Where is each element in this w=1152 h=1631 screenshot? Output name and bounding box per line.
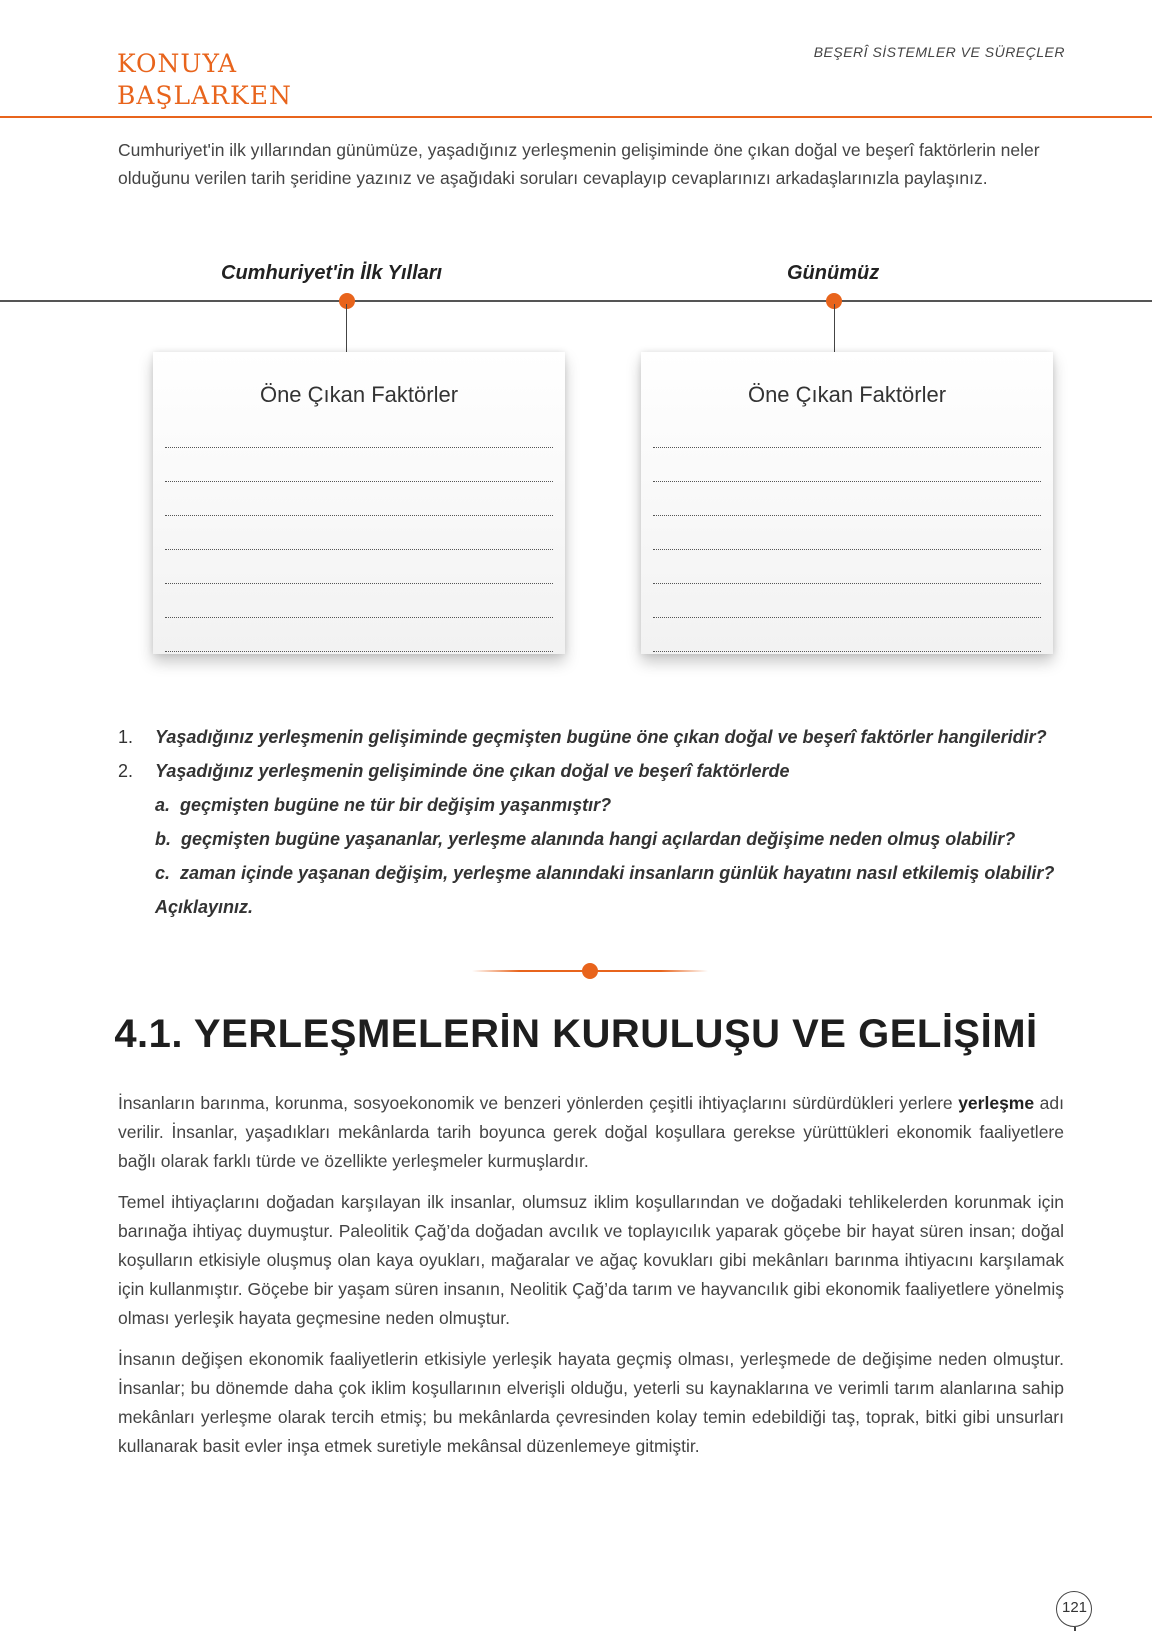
factors-card-right-title: Öne Çıkan Faktörler [747,382,947,407]
timeline-line [0,300,1152,302]
sub-question-b [118,822,1078,856]
page-number-stem [1074,1627,1076,1631]
answer-line[interactable] [653,587,1041,618]
answer-line[interactable] [165,451,553,482]
answer-line[interactable] [165,553,553,584]
paragraph-1 [118,1089,1064,1176]
kicker-line-1: KONUYA [117,49,238,78]
timeline-label-right: Günümüz [787,262,880,284]
question-1 [118,720,1078,754]
factors-card-left [153,352,565,654]
sub-letter: a. [155,795,171,815]
answer-line[interactable] [165,417,553,448]
section-label: BEŞERÎ SİSTEMLER VE SÜREÇLER [813,44,1065,60]
question-number: 1. [118,727,134,747]
sub-question-a [118,788,1078,822]
timeline-stem-left [346,304,347,352]
header-rule [0,116,1152,118]
answer-line[interactable] [165,621,553,652]
paragraph-2: Temel ihtiyaçlarını doğadan karşılayan ilk insanlar, olumsuz iklim koşullarından ve doğadaki tehlikelerden korunmak için barınağa ihtiyaç duymuştur. Paleolitik Çağ’da doğadan avcılık ve toplayıcılık yaparak göçebe bir hayat süren insan; doğal koşulların etkisiyle oluşmuş olan kaya oyukları, mağaralar ve ağaç kovukları gibi mekânları barınma ihtiyacını karşılamak için kullanmıştır. Göçebe bir yaşam süren insanın, Neolitik Çağ’da tarım ve hayvancılık gibi ekonomik faaliyetlere yönelmiş olması yerleşik hayata geçmesine neden olmuştur. [118,1192,1064,1328]
answer-line[interactable] [653,451,1041,482]
paragraph-1-end: adı verilir. İnsanlar, yaşadıkları mekânlarda tarih boyunca gerek doğal koşullara gerekse yürüttükleri ekonomik faaliyetlere bağlı olarak farklı türde ve özellikte yerleşmeler kurmuşlardır. [118,1093,1064,1171]
factors-card-right [641,352,1053,654]
question-2 [118,754,1078,788]
sub-text: geçmişten bugüne yaşananlar, yerleşme alanında hangi açılardan değişime neden olmuş olabilir? [181,829,1016,849]
page-number-badge [1056,1591,1094,1629]
question-text: Yaşadığınız yerleşmenin gelişiminde geçmişten bugüne öne çıkan doğal ve beşerî faktörler hangileridir? [155,727,1047,747]
section-heading: 4.1. YERLEŞMELERİN KURULUŞU VE GELİŞİMİ [114,1012,1038,1056]
timeline-stem-right [834,304,835,352]
page-number: 121 [1061,1599,1088,1616]
answer-line[interactable] [165,485,553,516]
answer-line[interactable] [653,485,1041,516]
answer-line[interactable] [653,417,1041,448]
question-list [118,720,1078,924]
kicker-line-2: BAŞLARKEN [117,81,292,110]
answer-line[interactable] [165,519,553,550]
answer-lines-right [653,417,1041,655]
answer-line[interactable] [653,553,1041,584]
paragraph-1-start: İnsanların barınma, korunma, sosyoekonomik ve benzeri yönlerden çeşitli ihtiyaçlarını sürdürdükleri yerlere [118,1093,959,1113]
factors-card-left-title: Öne Çıkan Faktörler [259,382,459,407]
question-text: Yaşadığınız yerleşmenin gelişiminde öne çıkan doğal ve beşerî faktörlerde [155,761,790,781]
sub-letter: b. [155,829,171,849]
timeline-dot-left [339,293,355,309]
question-closing: Açıklayınız. [155,897,254,917]
timeline-label-left: Cumhuriyet'in İlk Yılları [221,262,443,284]
answer-line[interactable] [653,519,1041,550]
question-number: 2. [118,761,134,781]
konuya-baslarken-title [117,48,292,112]
sub-text: geçmişten bugüne ne tür bir değişim yaşanmıştır? [180,795,612,815]
answer-line[interactable] [653,621,1041,652]
divider-dot [582,963,598,979]
sub-text: zaman içinde yaşanan değişim, yerleşme alanındaki insanların günlük hayatını nasıl etkilemiş olabilir? [180,863,1055,883]
paragraph-3: İnsanın değişen ekonomik faaliyetlerin etkisiyle yerleşik hayata geçmiş olması, yerleşmede de değişime neden olmuştur. İnsanlar; bu dönemde daha çok iklim koşullarının elverişli olduğu, yeterli su kaynaklarına ve verimli tarım alanlarına sahip mekânları yerleşme olarak tercih etmiş; bu mekânlarda çevresinden kolay temin edebildiği taş, toprak, bitki gibi unsurları kullanarak basit evler inşa etmek suretiyle mekânsal düzenlemeye gitmiştir. [118,1349,1064,1456]
term-yerlesme: yerleşme [958,1093,1035,1113]
sub-letter: c. [155,863,171,883]
sub-question-c [118,856,1078,890]
intro-text: Cumhuriyet'in ilk yıllarından günümüze, yaşadığınız yerleşmenin gelişiminde öne çıkan doğal ve beşerî faktörlerin neler olduğunu verilen tarih şeridine yazınız ve aşağıdaki soruları cevaplayıp cevaplarınızı arkadaşlarınızla paylaşınız. [118,140,1040,188]
answer-lines-left [165,417,553,655]
answer-line[interactable] [165,587,553,618]
